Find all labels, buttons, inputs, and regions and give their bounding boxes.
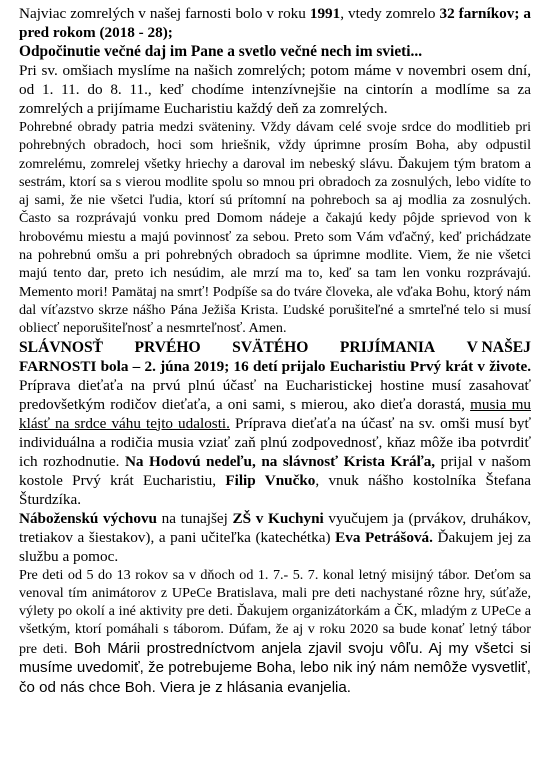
communion-text-2: Príprava dieťaťa na účasť na sv. omši musí byť individuálna a rodičia musia vziať zaň plnú zodpovednosť, kňaz môže iba potvrdiť ich rozhodnutie. <box>19 414 531 470</box>
communion-title-word: V NAŠEJ <box>466 338 531 356</box>
funerals-paragraph: Pohrebné obrady patria medzi sväteniny. Vždy dávam celé svoje srdce do modlitieb pri pohrebných obradoch, hoci som hriešnik, vždy úprimne prosím Boha, aby odpustil zomrelému, zomrelej všetky hriechy a daroval im nebeský slávu. Ďakujem tým bratom a sestrám, ktorí sa s vierou modlite spolu so mnou pri obradoch za zosnulých, lebo vidíte to aj sami, že nie všetci ľudia, ktorí sú prítomní na pohreboch sa aj modlia za zosnulých. Často sa rozprávajú vonku pred Domom nádeje a čakajú kedy pôjde sprievod von k hrobovému miestu a majú povinnosť za sebou. Preto som Vám vďačný, keď prichádzate na pohrebnú omšu a pri pohrebných obradoch sa úprimne modlite. Viem, že nie všetci majú tento dar, preto ich nesúdim, ale mrzí ma to, keď sa tam len vonku rozprávajú. Memento mori! Pamätaj na smrť! Podpíše sa do tváre človeka, ale vďaka Bohu, ktorý nám dal víťazstvo skrze nášho Pána Ježiša Krista. Ľudské porušiteľné a smrteľné telo si musí obliecť neporušiteľnosť a nesmrteľnosť. Amen. <box>19 119 531 337</box>
teacher-name: Eva Petrášová. <box>335 528 433 546</box>
november-paragraph: Pri sv. omšiach myslíme na našich zomrelých; potom máme v novembri osem dní, od 1. 11. do 8. 11., keď chodíme intenzívnejšie na cintorín a modlíme sa za zomrelých a prijímame Eucharistiu každý deň za zomrelých. <box>19 62 531 117</box>
religion-subject: Náboženskú výchovu <box>19 509 157 527</box>
school-name: ZŠ v Kuchyni <box>232 509 324 527</box>
feast-name: Na Hodovú nedeľu, na slávnosť Krista Kráľa, <box>124 452 436 470</box>
intro-paragraph <box>19 4 531 42</box>
communion-text-4: , vnuk nášho kostolníka Štefana Šturdzíka. <box>19 471 531 508</box>
communion-text: Príprava dieťaťa na prvú plnú účasť na Eucharistickej hostine musí zasahovať predovšetkým rodičov dieťaťa, a oni sami, s mierou, ako dieťa dorastá, <box>19 376 531 413</box>
camp-paragraph <box>19 566 531 698</box>
deceased-count: 32 farníkov; a pred rokom (2018 - 28); <box>19 5 531 41</box>
communion-title-word: PRIJÍMANIA <box>339 338 436 356</box>
intro-text-2: , vtedy zomrelo <box>340 5 440 22</box>
communion-title-continued: FARNOSTI bola – 2. júna 2019; 16 detí prijalo Eucharistiu Prvý krát v živote. <box>19 357 531 375</box>
intro-text: Najviac zomrelých v našej farnosti bolo v roku <box>19 5 310 22</box>
communion-title <box>19 338 531 357</box>
underlined-text: musia mu klásť na srdce váhu tejto udalosti. <box>19 395 531 432</box>
mary-text: Boh Márii prostredníctvom anjela zjavil svoju vôľu. Aj my všetci si musíme uvedomiť, že potrebujeme Boha, lebo nik iný nám nemôže vysvetliť, čo od nás chce Boh. Viera je z hlásania evanjelia. <box>19 639 531 696</box>
communion-text-3: prijal v našom kostole Prvý krát Eucharistiu, <box>19 452 531 489</box>
religion-text-3: Ďakujem jej za službu a pomoc. <box>19 528 532 565</box>
religion-text-2: vyučujem ja (prvákov, druhákov, tretiakov a šiestakov), a pani učiteľka (katechétka) <box>19 509 532 546</box>
year-1991: 1991 <box>309 5 341 22</box>
child-name: Filip Vnučko <box>225 471 316 489</box>
religion-text: na tunajšej <box>157 509 233 527</box>
communion-title-word: SVÄTÉHO <box>232 338 309 356</box>
communion-title-word: SLÁVNOSŤ <box>19 338 104 356</box>
camp-text: Pre deti od 5 do 13 rokov sa v dňoch od 1. 7.- 5. 7. konal letný misijný tábor. Deťom sa venoval tím animátorov z UPeCe Bratislava, mali pre deti nachystané rôzne hry, súťaže, výlety po okolí a iné aktivity pre deti. Ďakujem organizátorkám a ČK, mladým z UPeCe a všetkým, ktorí pomáhali s táborom. Dúfam, že aj v roku 2020 sa bude konať letný tábor pre deti. <box>19 566 531 657</box>
communion-paragraph <box>19 357 531 509</box>
religion-paragraph <box>19 509 531 566</box>
communion-title-word: PRVÉHO <box>134 338 201 356</box>
prayer-heading: Odpočinutie večné daj im Pane a svetlo večné nech im svieti... <box>19 43 423 60</box>
